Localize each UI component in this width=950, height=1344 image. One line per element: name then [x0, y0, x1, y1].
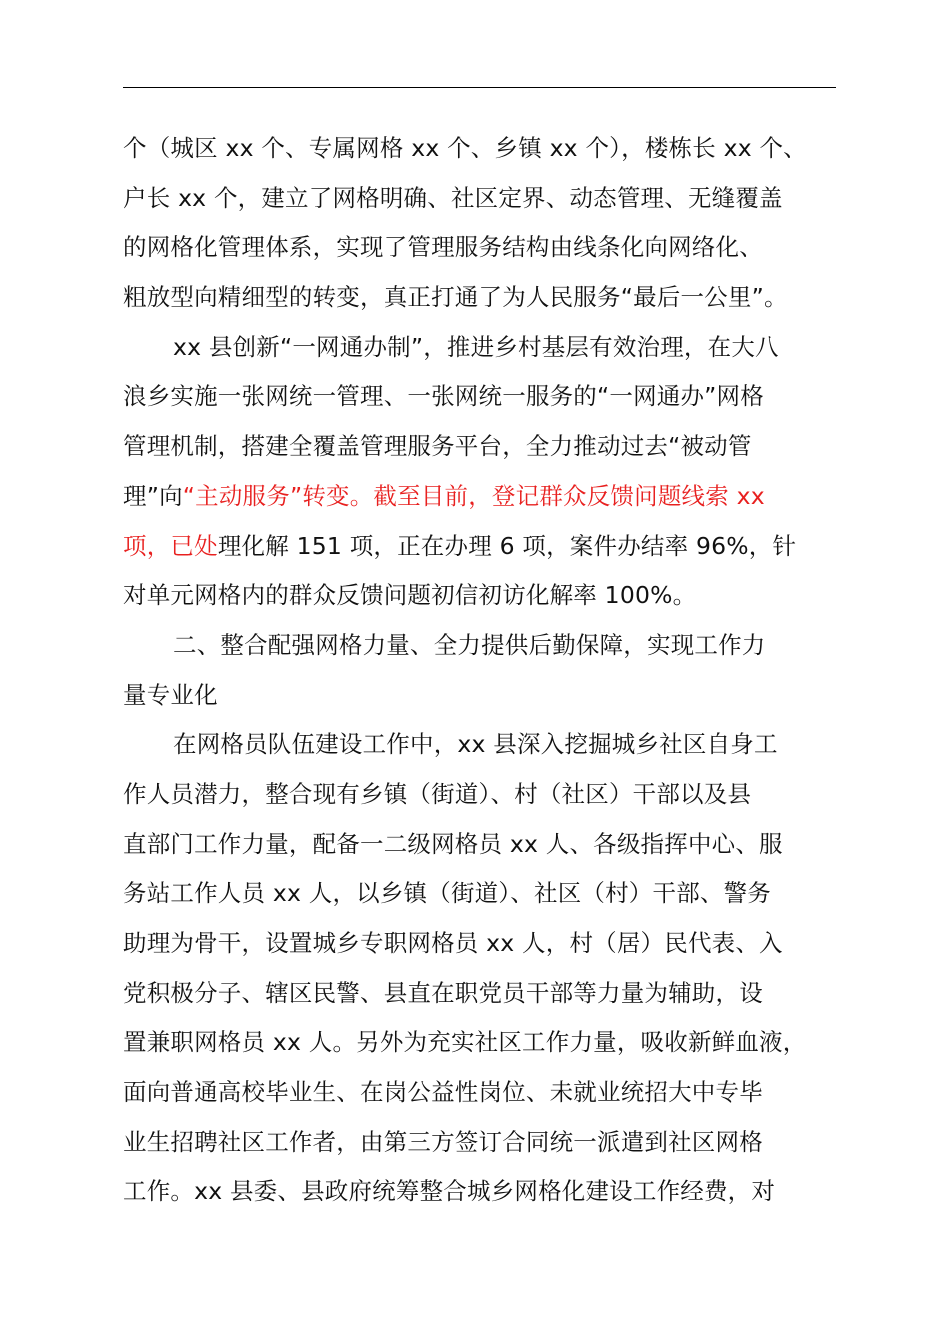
text-line: 作人员潜力，整合现有乡镇（街道）、村（社区）干部以及县 — [123, 779, 752, 808]
text-segment: 理化解 151 项，正在办理 6 项，案件办结率 96%，针 — [217, 531, 797, 560]
highlighted-text: 项，已处 — [123, 531, 218, 560]
text-line — [123, 522, 841, 572]
text-line: 置兼职网格员 xx 人。另外为充实社区工作力量，吸收新鲜血液， — [123, 1028, 807, 1057]
text-line: 粗放型向精细型的转变，真正打通了为人民服务“最后一公里”。 — [123, 283, 788, 312]
text-segment: 理”向 — [123, 481, 183, 510]
text-line: 对单元网格内的群众反馈问题初信初访化解率 100%。 — [123, 581, 697, 610]
header-rule — [123, 87, 836, 88]
text-line: 务站工作人员 xx 人，以乡镇（街道）、社区（村）干部、警务 — [123, 879, 772, 908]
text-line: 户长 xx 个，建立了网格明确、社区定界、动态管理、无缝覆盖 — [123, 183, 783, 212]
text-line: 党积极分子、辖区民警、县直在职党员干部等力量为辅助，设 — [123, 978, 763, 1007]
text-line: xx 县创新“一网通办制”，推进乡村基层有效治理，在大八 — [173, 332, 779, 361]
section-heading-continued: 量专业化 — [123, 680, 218, 709]
section-heading: 二、整合配强网格力量、全力提供后勤保障，实现工作力 — [173, 630, 766, 659]
highlighted-text: “主动服务”转变。截至目前，登记群众反馈问题线索 xx — [182, 481, 765, 510]
text-line — [123, 472, 841, 522]
text-line: 直部门工作力量，配备一二级网格员 xx 人、各级指挥中心、服 — [123, 829, 783, 858]
text-line: 个（城区 xx 个、专属网格 xx 个、乡镇 xx 个），楼栋长 xx 个、 — [123, 134, 807, 162]
text-line: 工作。xx 县委、县政府统筹整合城乡网格化建设工作经费，对 — [123, 1177, 776, 1206]
text-line: 面向普通高校毕业生、在岗公益性岗位、未就业统招大中专毕 — [123, 1078, 763, 1107]
body-text — [123, 124, 841, 1217]
text-line: 的网格化管理体系，实现了管理服务结构由线条化向网络化、 — [123, 233, 763, 262]
text-line: 业生招聘社区工作者，由第三方签订合同统一派遣到社区网格 — [123, 1127, 763, 1156]
text-line: 管理机制，搭建全覆盖管理服务平台，全力推动过去“被动管 — [123, 432, 752, 461]
text-line: 在网格员队伍建设工作中，xx 县深入挖掘城乡社区自身工 — [173, 730, 778, 759]
text-line: 浪乡实施一张网统一管理、一张网统一服务的“一网通办”网格 — [123, 382, 764, 411]
text-line: 助理为骨干，设置城乡专职网格员 xx 人，村（居）民代表、入 — [123, 929, 783, 957]
